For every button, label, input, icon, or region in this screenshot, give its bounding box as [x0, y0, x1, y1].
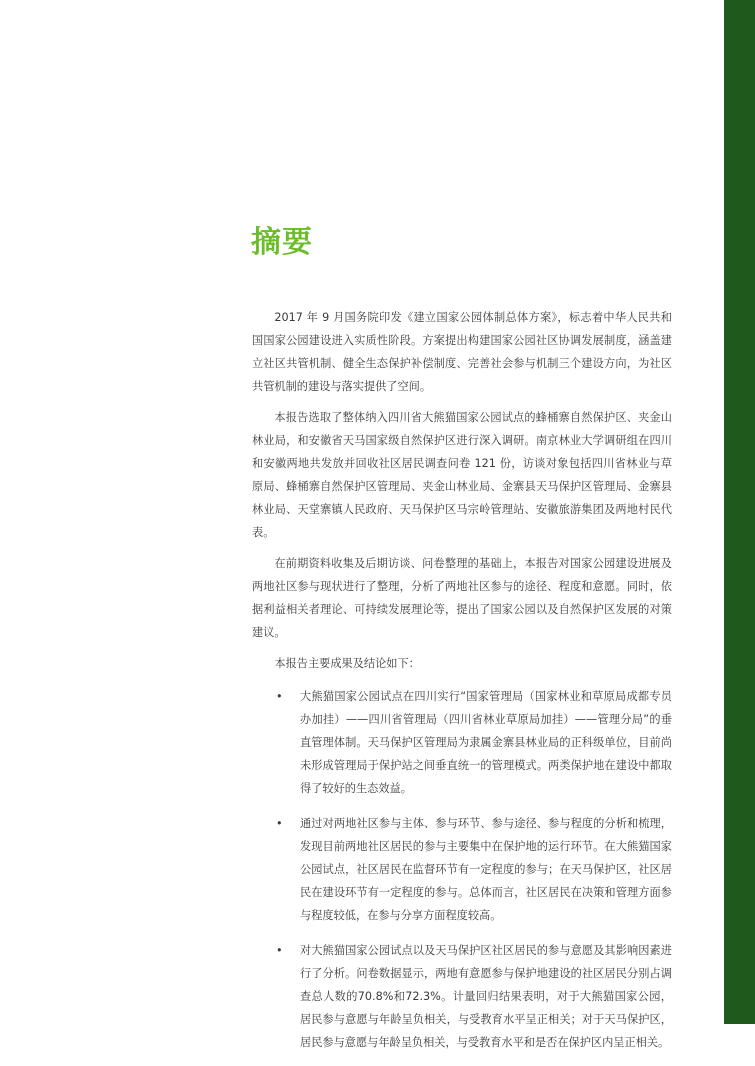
paragraph-conclusions-lead: 本报告主要成果及结论如下：: [274, 657, 420, 670]
page-title: 摘要: [251, 225, 313, 260]
side-bar-decoration: [724, 0, 755, 1024]
bullet-icon: •: [276, 690, 283, 703]
paragraph-intro: 2017 年 9 月国务院印发《建立国家公园体制总体方案》，标志着中华人民共和国国家公园建设进入实质性阶段。方案提出构建国家公园社区协调发展制度，涵盖建立社区共管机制、健全生态保护补偿制度、完善社会参与机制三个建设方向，为社区共管机制的建设与落实提供了空间。: [252, 311, 672, 393]
bullet-icon: •: [276, 817, 283, 830]
list-item: [252, 939, 672, 1054]
bullet-icon: •: [276, 944, 283, 957]
paragraph-analysis: 在前期资料收集及后期访谈、问卷整理的基础上，本报告对国家公园建设进展及两地社区参与现状进行了整理，分析了两地社区参与的途径、程度和意愿。同时，依据利益相关者理论、可持续发展理论等，提出了国家公园以及自然保护区发展的对策建议。: [252, 557, 672, 639]
list-item-text: 大熊猫国家公园试点在四川实行“国家管理局（国家林业和草原局成都专员办加挂）——四川省管理局（四川省林业草原局加挂）——管理分局”的垂直管理体制。天马保护区管理局为隶属金寨县林业局的正科级单位，目前尚未形成管理局于保护站之间垂直统一的管理模式。两类保护地在建设中都取得了较好的生态效益。: [300, 690, 672, 795]
list-item: [252, 812, 672, 927]
list-item: [252, 685, 672, 800]
list-item-text: 对大熊猫国家公园试点以及天马保护区社区居民的参与意愿及其影响因素进行了分析。问卷数据显示，两地有意愿参与保护地建设的社区居民分别占调查总人数的70.8%和72.3%。计量回归结果表明，对于大熊猫国家公园，居民参与意愿与年龄呈负相关，与受教育水平呈正相关；对于天马保护区，居民参与意愿与年龄呈负相关，与受教育水平和是否在保护区内呈正相关。: [300, 944, 672, 1049]
abstract-body: [252, 306, 672, 1066]
list-item-text: 通过对两地社区参与主体、参与环节、参与途径、参与程度的分析和梳理，发现目前两地社区居民的参与主要集中在保护地的运行环节。在大熊猫国家公园试点，社区居民在监督环节有一定程度的参与；在天马保护区，社区居民在建设环节有一定程度的参与。总体而言，社区居民在决策和管理方面参与程度较低，在参与分享方面程度较高。: [300, 817, 672, 922]
paragraph-study-sites: 本报告选取了整体纳入四川省大熊猫国家公园试点的蜂桶寨自然保护区、夹金山林业局，和安徽省天马国家级自然保护区进行深入调研。南京林业大学调研组在四川和安徽两地共发放并回收社区居民调查问卷 121 份，访谈对象包括四川省林业与草原局、蜂桶寨自然保护区管理局、夹金山林业局、金寨县天马保护区管理局、金寨县林业局、天堂寨镇人民政府、天马保护区马宗岭管理站、安徽旅游集团及两地村民代表。: [252, 411, 672, 539]
conclusions-list: [252, 685, 672, 1054]
